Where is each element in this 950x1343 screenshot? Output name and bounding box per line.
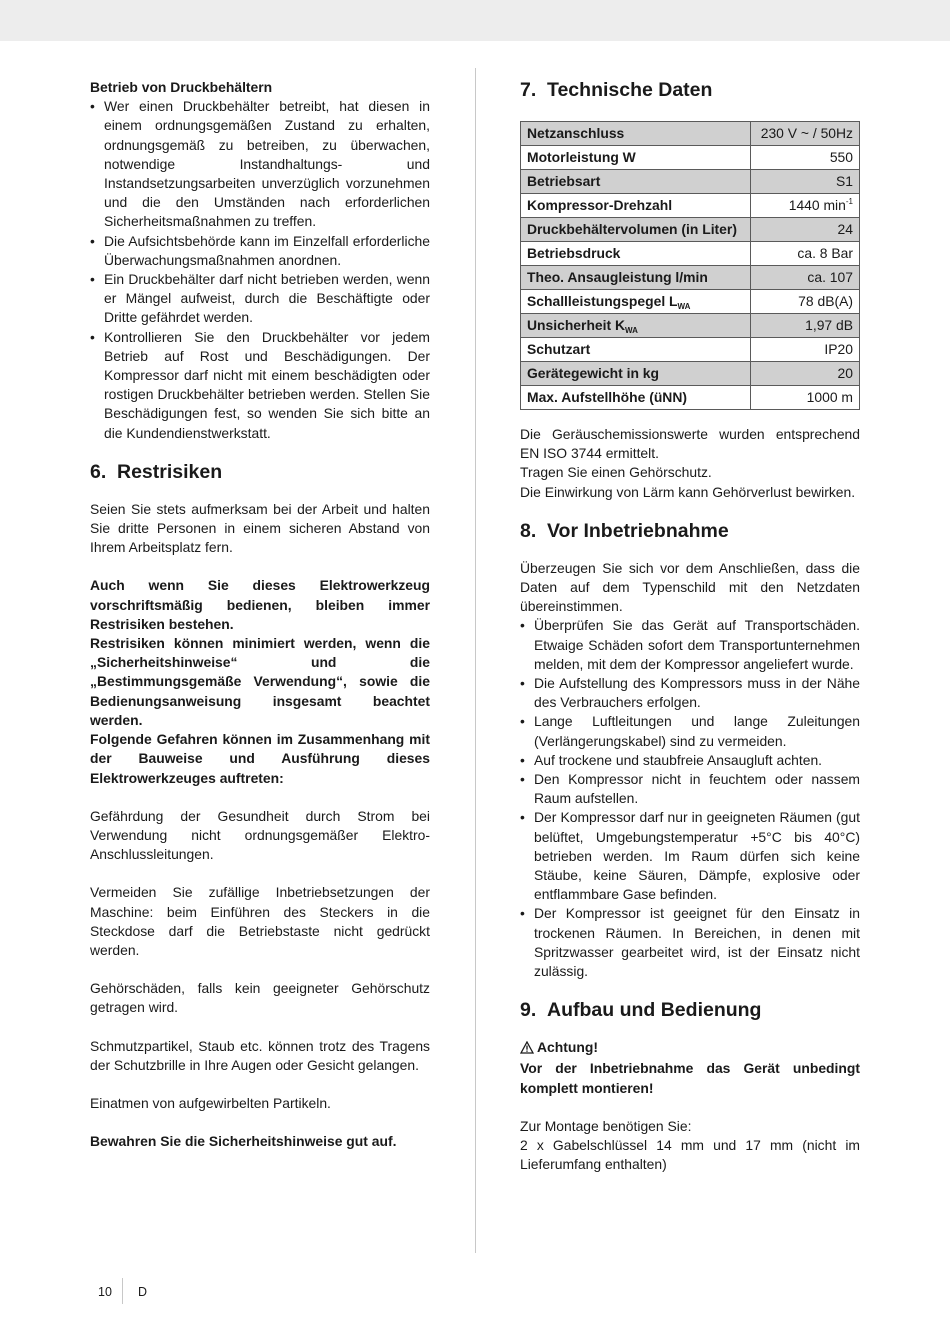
- table-row: [521, 242, 860, 266]
- s6-final-note: Bewahren Sie die Sicherheitshinweise gut auf.: [90, 1133, 397, 1150]
- list-item: • Ein Druckbehälter darf nicht betrieben werden, wenn er Mängel aufweist, durch die Beschäftigte oder Dritte gefährdet werden.: [90, 270, 430, 328]
- section-number: 9.: [520, 999, 537, 1022]
- s6-paragraph-1: Gefährdung der Gesundheit durch Strom bei Verwendung nicht ordnungsgemäßer Elektro-Anschlussleitungen.: [90, 807, 430, 863]
- spec-value: 24: [751, 218, 860, 242]
- noise-line-1: Die Geräuschemissionswerte wurden entsprechend EN ISO 3744 ermittelt.: [520, 426, 860, 462]
- druck-bullet-list: [90, 97, 430, 443]
- section-9-heading: [520, 998, 860, 1022]
- spec-label-text: Unsicherheit K: [527, 316, 626, 333]
- spec-label-text: Schallleistungspegel L: [527, 292, 678, 309]
- s8-bullet-list: [520, 616, 860, 981]
- spec-value: 550: [751, 146, 860, 170]
- section-number: 7.: [520, 79, 537, 101]
- section-title: Aufbau und Bedienung: [547, 999, 762, 1022]
- list-item: • Kontrollieren Sie den Druckbehälter vor jedem Betrieb auf Rost und Beschädigungen. Der Kompressor darf nicht mit einem beschädigten oder rostigen Druckbehälter betrieben werden. Stellen Sie Beschädigungen fest, so wenden Sie sich bitte an die Kundendienstwerkstatt.: [90, 328, 430, 443]
- section-8-heading: [520, 519, 860, 543]
- table-row: [521, 290, 860, 314]
- table-row: [521, 218, 860, 242]
- left-column: [90, 78, 430, 1151]
- spec-value: ca. 107: [751, 266, 860, 290]
- warning-text: Vor der Inbetriebnahme das Gerät unbedingt komplett montieren!: [520, 1060, 860, 1096]
- s6-paragraph-2: Vermeiden Sie zufällige Inbetriebsetzungen der Maschine: beim Einführen des Steckers in die Steckdose darf die Betriebstaste nicht gedrückt werden.: [90, 884, 430, 958]
- druck-title: Betrieb von Druckbehältern: [90, 79, 273, 95]
- spec-label: Gerätegewicht in kg: [521, 362, 751, 386]
- spec-label: Betriebsdruck: [521, 242, 751, 266]
- spec-value: S1: [751, 170, 860, 194]
- list-item: • Den Kompressor nicht in feuchtem oder nassem Raum aufstellen.: [520, 770, 860, 808]
- list-item: • Auf trockene und staubfreie Ansaugluft achten.: [520, 751, 860, 770]
- s6-paragraph-4: Schmutzpartikel, Staub etc. können trotz des Tragens der Schutzbrille in Ihre Augen oder Gesicht gelangen.: [90, 1037, 430, 1073]
- s6-bold-2: Restrisiken können minimiert werden, wenn die „Sicherheitshinweise“ und die „Bestimmungsgemäße Verwendung“, sowie die Bedienungsanweisung insgesamt beachtet werden.: [90, 635, 430, 728]
- s6-intro: Seien Sie stets aufmerksam bei der Arbeit und halten Sie dritte Personen in einem sicheren Abstand von Ihrem Arbeitsplatz fern.: [90, 500, 430, 556]
- spec-value: 1000 m: [751, 386, 860, 410]
- spec-value: 78 dB(A): [751, 290, 860, 314]
- page-number: 10: [98, 1285, 112, 1299]
- warning-triangle-icon: [520, 1040, 534, 1059]
- list-item: • Der Kompressor darf nur in geeigneten Räumen (gut belüftet, Umgebungstemperatur +5°C bis 40°C) betrieben werden. Im Raum dürfen sich keine Stäube, keine Säuren, Dämpfe, explosive oder entflammbare Gase befinden.: [520, 808, 860, 904]
- noise-line-2: Tragen Sie einen Gehörschutz.: [520, 464, 712, 481]
- mount-line-2: 2 x Gabelschlüssel 14 mm und 17 mm (nicht im Lieferumfang enthalten): [520, 1137, 860, 1173]
- spec-label: Kompressor-Drehzahl: [521, 194, 751, 218]
- table-row: [521, 362, 860, 386]
- section-6-heading: [90, 460, 430, 484]
- list-item: • Wer einen Druckbehälter betreibt, hat diesen in einem ordnungsgemäßen Zustand zu erhalten, ordnungsgemäß zu betreiben, zu überwachen, notwendige Instandhaltungs- und Instandsetzungsarbeiten unverzüglich vorzunehmen und die den Umständen nach erforderlichen Sicherheitsmaßnahmen zu treffen.: [90, 97, 430, 231]
- right-column: [520, 78, 860, 1175]
- spec-label: Netzanschluss: [521, 122, 751, 146]
- spec-label: Max. Aufstellhöhe (üNN): [521, 386, 751, 410]
- spec-label: Theo. Ansaugleistung l/min: [521, 266, 751, 290]
- noise-line-3: Die Einwirkung von Lärm kann Gehörverlust bewirken.: [520, 483, 856, 500]
- table-row: [521, 266, 860, 290]
- spec-label-sub: WA: [677, 301, 691, 311]
- list-item: • Der Kompressor ist geeignet für den Einsatz in trockenen Räumen. In Bereichen, in denen mit Spritzwasser gearbeitet wird, ist der Einsatz nicht zulässig.: [520, 904, 860, 981]
- spec-label: Betriebsart: [521, 170, 751, 194]
- section-number: 8.: [520, 519, 537, 542]
- spec-value: 1,97 dB: [751, 314, 860, 338]
- section-title: Vor Inbetriebnahme: [547, 519, 729, 542]
- table-row: [521, 170, 860, 194]
- s6-bold-1: Auch wenn Sie dieses Elektrowerkzeug vorschriftsmäßig bedienen, bleiben immer Restrisiken bestehen.: [90, 577, 430, 632]
- spec-label: [521, 290, 751, 314]
- list-item: • Die Aufsichtsbehörde kann im Einzelfall erforderliche Überwachungsmaßnahmen anordnen.: [90, 232, 430, 270]
- spec-value: ca. 8 Bar: [751, 242, 860, 266]
- spec-label: Druckbehältervolumen (in Liter): [521, 218, 751, 242]
- section-number: 6.: [90, 460, 107, 483]
- spec-value: [751, 194, 860, 218]
- top-band: [0, 0, 950, 41]
- spec-value-text: 1440 min: [788, 196, 846, 213]
- table-row: [521, 146, 860, 170]
- s8-intro: Überzeugen Sie sich vor dem Anschließen, dass die Daten auf dem Typenschild mit den Netzdaten übereinstimmen.: [520, 559, 860, 615]
- table-row: [521, 122, 860, 146]
- list-item: • Überprüfen Sie das Gerät auf Transportschäden. Etwaige Schäden sofort dem Transportunternehmen melden, mit dem der Kompressor angeliefert wurde.: [520, 616, 860, 674]
- column-divider: [475, 68, 476, 1253]
- section-7-heading: [520, 78, 860, 102]
- table-row: [521, 386, 860, 410]
- footer-divider: [122, 1278, 123, 1304]
- mount-line-1: Zur Montage benötigen Sie:: [520, 1117, 692, 1134]
- warning-title: Achtung!: [537, 1039, 598, 1056]
- s6-paragraph-3: Gehörschäden, falls kein geeigneter Gehörschutz getragen wird.: [90, 980, 430, 1016]
- spec-value-sup: -1: [845, 196, 853, 206]
- language-code: D: [138, 1285, 148, 1299]
- spec-value: 230 V ~ / 50Hz: [751, 122, 860, 146]
- table-row: [521, 338, 860, 362]
- spec-label: Schutzart: [521, 338, 751, 362]
- s6-paragraph-5: Einatmen von aufgewirbelten Partikeln.: [90, 1094, 331, 1111]
- warning-heading: [520, 1038, 860, 1059]
- spec-value: IP20: [751, 338, 860, 362]
- section-title: Technische Daten: [547, 79, 713, 101]
- list-item: • Lange Luftleitungen und lange Zuleitungen (Verlängerungskabel) sind zu vermeiden.: [520, 712, 860, 750]
- s6-bold-3: Folgende Gefahren können im Zusammenhang mit der Bauweise und Ausführung dieses Elektrowerkzeuges auftreten:: [90, 731, 430, 786]
- spec-label: Motorleistung W: [521, 146, 751, 170]
- list-item: • Die Aufstellung des Kompressors muss in der Nähe des Verbrauchers erfolgen.: [520, 674, 860, 712]
- spec-value: 20: [751, 362, 860, 386]
- spec-label: [521, 314, 751, 338]
- spec-label-sub: WA: [625, 325, 638, 335]
- table-row: [521, 314, 860, 338]
- spec-table: [520, 121, 860, 410]
- section-title: Restrisiken: [117, 460, 223, 483]
- table-row: [521, 194, 860, 218]
